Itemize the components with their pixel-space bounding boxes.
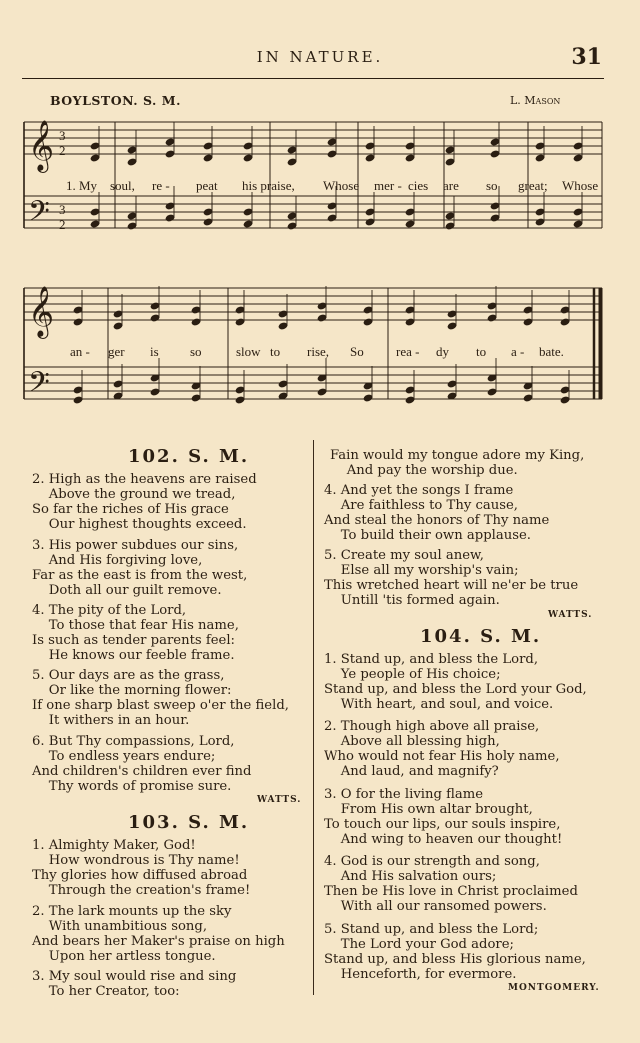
- hymn-103-stanza: 3. My soul would rise and sing To her Creator, too:: [32, 969, 237, 999]
- hymn-104-stanza: 2. Though high above all praise, Above all blessing high, Who would not fear His holy name, And laud, and magnify?: [324, 719, 560, 779]
- lyric-syllable: cies: [408, 178, 429, 193]
- tune-composer: L. Mason: [510, 94, 561, 107]
- hymn-102-stanza: 3. His power subdues our sins, And His forgiving love, Far as the east is from the west, Doth all our guilt remove.: [32, 538, 248, 598]
- page-number: 31: [571, 44, 602, 70]
- hymn-102-stanza: 4. The pity of the Lord, To those that fear His name, Is such as tender parents feel: He knows our feeble frame.: [32, 603, 239, 663]
- lyric-syllable: 1. My: [66, 178, 98, 193]
- lyric-syllable: rise,: [307, 344, 330, 359]
- lyric-syllable: mer -: [374, 178, 402, 193]
- time-signature: 3: [59, 202, 66, 217]
- hymn-103-stanza: 5. Create my soul anew, Else all my worship's vain; This wretched heart will ne'er be true Untill 'tis formed again.: [324, 548, 579, 608]
- hymn-104-stanza: 3. O for the living flame From His own altar brought, To touch our lips, our souls inspire, And wing to heaven our thought!: [324, 787, 563, 847]
- lyric-syllable: So: [350, 344, 364, 359]
- time-signature: 2: [59, 143, 66, 158]
- lyric-syllable: peat: [196, 178, 218, 193]
- hymn-102-stanza: 5. Our days are as the grass, Or like the morning flower: If one sharp blast sweep o'er the field, It withers in an hour.: [32, 668, 289, 728]
- music-score: [0, 0, 640, 440]
- column-divider: [313, 440, 314, 995]
- lyric-syllable: to: [476, 344, 487, 359]
- tune-name: BOYLSTON. S. M.: [50, 93, 181, 108]
- lyric-syllable: to: [270, 344, 281, 359]
- lyric-syllable: dy: [436, 344, 449, 359]
- hymn-104-stanza: 1. Stand up, and bless the Lord, Ye people of His choice; Stand up, and bless the Lord your God, With heart, and soul, and voice.: [324, 652, 587, 712]
- bass-clef: 𝄢: [28, 368, 50, 405]
- system1-lyrics: [66, 178, 598, 193]
- bass-clef: 𝄢: [28, 197, 50, 234]
- hymn-103-stanza: Fain would my tongue adore my King, And pay the worship due.: [330, 448, 585, 478]
- lyric-syllable: an -: [70, 344, 90, 359]
- lyric-syllable: rea -: [396, 344, 420, 359]
- lyric-syllable: Whose: [323, 178, 360, 193]
- hymn-103-author: WATTS.: [548, 610, 593, 620]
- system2-lyrics: [70, 344, 564, 359]
- hymn-102-stanza: 6. But Thy compassions, Lord, To endless years endure; And children's children ever find Thy words of promise sure.: [32, 734, 252, 794]
- time-signature: 2: [59, 217, 66, 232]
- time-signature: 3: [59, 128, 66, 143]
- hymn-104-stanza: 5. Stand up, and bless the Lord; The Lord your God adore; Stand up, and bless His glorious name, Henceforth, for evermore.: [324, 922, 586, 982]
- treble-clef: 𝄞: [28, 121, 55, 170]
- lyric-syllable: Whose: [562, 178, 599, 193]
- hymn-103-stanza: 4. And yet the songs I frame Are faithless to Thy cause, And steal the honors of Thy name To build their own applause.: [324, 483, 550, 543]
- lyric-syllable: soul,: [110, 178, 135, 193]
- hymn-102-number: 102. S. M.: [128, 446, 250, 467]
- hymn-102-stanza: 2. High as the heavens are raised Above the ground we tread, So far the riches of His grace Our highest thoughts exceed.: [32, 472, 257, 532]
- hymn-104-author: MONTGOMERY.: [508, 983, 600, 993]
- hymn-104-stanza: 4. God is our strength and song, And His salvation ours; Then be His love in Christ proclaimed With all our ransomed powers.: [324, 854, 578, 914]
- lyric-syllable: so: [486, 178, 498, 193]
- hymn-102-author: WATTS.: [257, 795, 302, 805]
- lyric-syllable: his praise,: [242, 178, 295, 193]
- lyric-syllable: is: [150, 344, 159, 359]
- lyric-syllable: are: [443, 178, 459, 193]
- hymn-104-number: 104. S. M.: [420, 626, 542, 647]
- lyric-syllable: bate.: [539, 344, 564, 359]
- lyric-syllable: so: [190, 344, 202, 359]
- hymn-103-stanza: 1. Almighty Maker, God! How wondrous is Thy name! Thy glories how diffused abroad Through the creation's frame!: [32, 838, 251, 898]
- running-header: IN NATURE.: [256, 48, 384, 66]
- lyric-syllable: re -: [152, 178, 170, 193]
- lyric-syllable: slow: [236, 344, 261, 359]
- hymn-103-number: 103. S. M.: [128, 812, 250, 833]
- lyric-syllable: a -: [511, 344, 525, 359]
- lyric-syllable: ger: [108, 344, 125, 359]
- hymn-103-stanza: 2. The lark mounts up the sky With unambitious song, And bears her Maker's praise on high Upon her artless tongue.: [32, 904, 285, 964]
- lyric-syllable: great;: [518, 178, 548, 193]
- treble-clef: 𝄞: [28, 287, 55, 336]
